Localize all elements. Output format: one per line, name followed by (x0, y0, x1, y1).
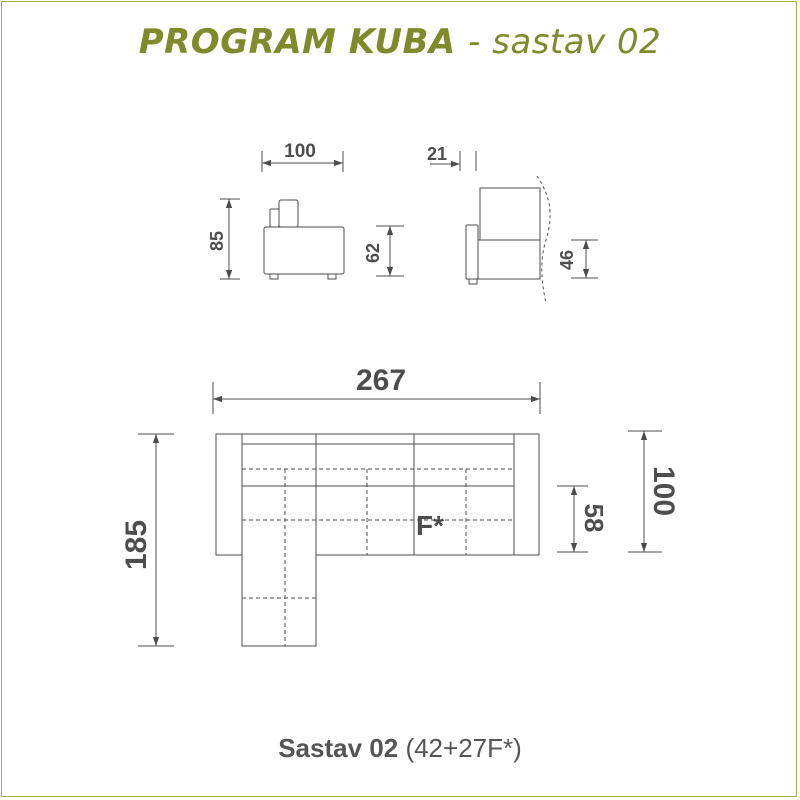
side-height-label: 85 (206, 230, 227, 252)
plan-dashed-lines (242, 469, 514, 646)
profile-seat (478, 240, 540, 279)
profile-offset-label: 21 (426, 144, 448, 164)
side-width-label: 100 (284, 141, 316, 162)
plan-outline (216, 434, 539, 646)
title-main: PROGRAM KUBA (138, 22, 456, 62)
caption-name: Sastav 02 (278, 733, 399, 763)
side-seat-block (264, 227, 344, 274)
side-foot-right (328, 274, 336, 279)
side-foot-left (270, 274, 278, 279)
profile-view (430, 151, 598, 303)
side-cushion (270, 209, 279, 227)
plan-width-label: 267 (355, 364, 407, 397)
module-label: F* (416, 510, 444, 541)
caption-detail: (42+27F*) (405, 733, 522, 763)
side-seat-label: 62 (362, 242, 383, 264)
plan-depth-label: 185 (119, 519, 153, 571)
profile-backrest (480, 188, 540, 240)
profile-foot (469, 279, 477, 284)
profile-arm (466, 225, 478, 279)
caption (0, 733, 800, 764)
title-sub: - sastav 02 (468, 22, 662, 62)
profile-seat-label: 46 (556, 249, 577, 271)
plan-right-depth-label: 100 (647, 465, 681, 517)
side-backrest (279, 200, 298, 227)
plan-seat-depth-label: 58 (579, 503, 610, 533)
